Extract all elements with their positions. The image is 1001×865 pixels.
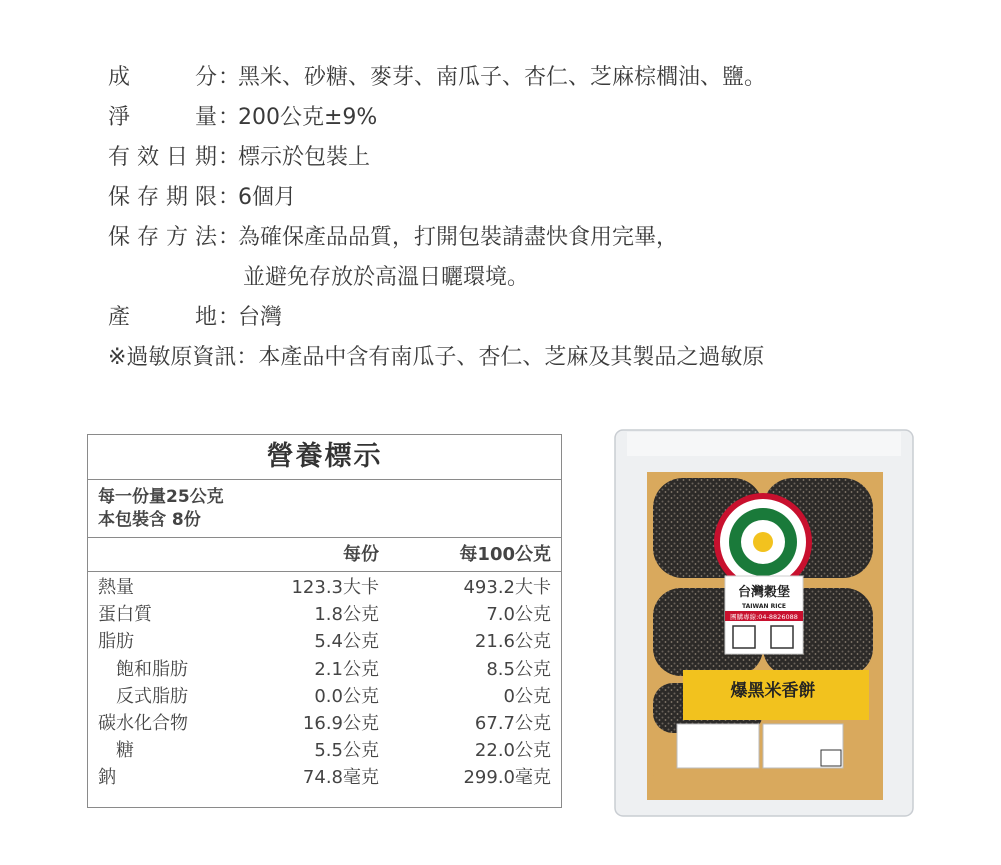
per-100g-value: 0公克 (503, 685, 551, 707)
per-serving-value: 123.3大卡 (291, 577, 379, 598)
table-row (88, 574, 561, 601)
storage-value-2: 並避免存放於高溫日曬環境。 (243, 265, 530, 290)
colon: ： (218, 145, 241, 170)
servings-per-package: 本包裝含 8份 (98, 510, 201, 530)
expiry-label: 有效日期 (108, 145, 218, 170)
per-serving-value: 5.5公克 (314, 740, 379, 762)
product-package-image (613, 428, 915, 824)
ingredient-label (677, 724, 759, 768)
nutrient-name: 脂肪 (98, 631, 134, 653)
table-row (88, 656, 561, 683)
nutrition-rows (88, 572, 561, 792)
shelf-life-label: 保存期限 (108, 185, 218, 210)
shelf-life-value: 6個月 (238, 185, 296, 210)
net-weight-label: 淨 量 (108, 105, 218, 130)
qr-code-icon (771, 626, 793, 648)
ingredients-row (108, 58, 766, 98)
per-100g-value: 493.2大卡 (463, 577, 551, 598)
table-row (88, 710, 561, 737)
qr-code-icon (733, 626, 755, 648)
storage-row (108, 218, 766, 258)
storage-row-continued (108, 258, 766, 298)
product-package-illustration (613, 428, 915, 820)
hotline: 團購專線:04-8826088 (730, 613, 798, 621)
per-100g-value: 7.0公克 (486, 604, 551, 626)
brand-name-en: TAIWAN RICE (742, 603, 786, 610)
per-serving-value: 74.8毫克 (302, 767, 379, 789)
per-100g-value: 299.0毫克 (463, 767, 551, 789)
per-100g-header: 每100公克 (459, 544, 551, 565)
origin-value: 台灣 (238, 305, 283, 330)
table-row (88, 683, 561, 710)
serving-size: 每一份量25公克 (98, 487, 224, 507)
nutrient-name: 反式脂肪 (98, 685, 188, 707)
product-info (108, 58, 766, 378)
storage-label: 保存方法 (108, 225, 218, 250)
per-100g-value: 22.0公克 (474, 740, 551, 762)
origin-label: 產 地 (108, 305, 218, 330)
colon: ： (218, 185, 241, 210)
nutrition-title: 營養標示 (88, 435, 561, 480)
product-name: 爆黑米香餅 (730, 681, 816, 701)
per-serving-value: 5.4公克 (314, 631, 379, 653)
colon: ： (218, 65, 241, 90)
bag-top-seal (627, 432, 901, 456)
net-weight-value: 200公克±9% (238, 105, 378, 130)
shelf-life-row (108, 178, 766, 218)
expiry-value: 標示於包裝上 (238, 145, 371, 170)
nutrient-name: 糖 (98, 740, 134, 762)
per-serving-value: 1.8公克 (314, 604, 379, 626)
nutrition-header (88, 538, 561, 572)
per-100g-value: 21.6公克 (474, 631, 551, 653)
allergen-note: ※過敏原資訊：本產品中含有南瓜子、杏仁、芝麻及其製品之過敏原 (108, 345, 765, 370)
per-serving-header: 每份 (343, 544, 379, 565)
nutrient-name: 飽和脂肪 (98, 658, 188, 680)
per-serving-value: 2.1公克 (314, 658, 379, 680)
ingredients-value: 黑米、砂糖、麥芽、南瓜子、杏仁、芝麻棕櫚油、鹽。 (238, 65, 767, 90)
ingredients-label: 成 分 (108, 65, 218, 90)
nutrient-name: 碳水化合物 (98, 712, 188, 734)
table-row (88, 628, 561, 655)
serving-info (88, 480, 561, 538)
nutrient-name: 蛋白質 (98, 604, 152, 626)
colon: ： (218, 105, 241, 130)
colon: ： (218, 305, 241, 330)
table-row (88, 737, 561, 764)
barcode-icon (821, 750, 841, 766)
table-row (88, 601, 561, 628)
nutrition-table (87, 434, 562, 808)
expiry-row (108, 138, 766, 178)
brand-name: 台灣穀堡 (737, 585, 791, 600)
per-100g-value: 67.7公克 (474, 712, 551, 734)
per-serving-value: 16.9公克 (302, 712, 379, 734)
colon: ： (218, 225, 241, 250)
nutrient-name: 熱量 (98, 577, 134, 598)
net-weight-row (108, 98, 766, 138)
per-100g-value: 8.5公克 (486, 658, 551, 680)
nutrient-name: 鈉 (98, 767, 116, 789)
origin-row (108, 298, 766, 338)
brand-logo (717, 496, 809, 588)
storage-value: 為確保產品品質，打開包裝請盡快食用完畢， (238, 225, 679, 250)
per-serving-value: 0.0公克 (314, 685, 379, 707)
table-row (88, 764, 561, 791)
